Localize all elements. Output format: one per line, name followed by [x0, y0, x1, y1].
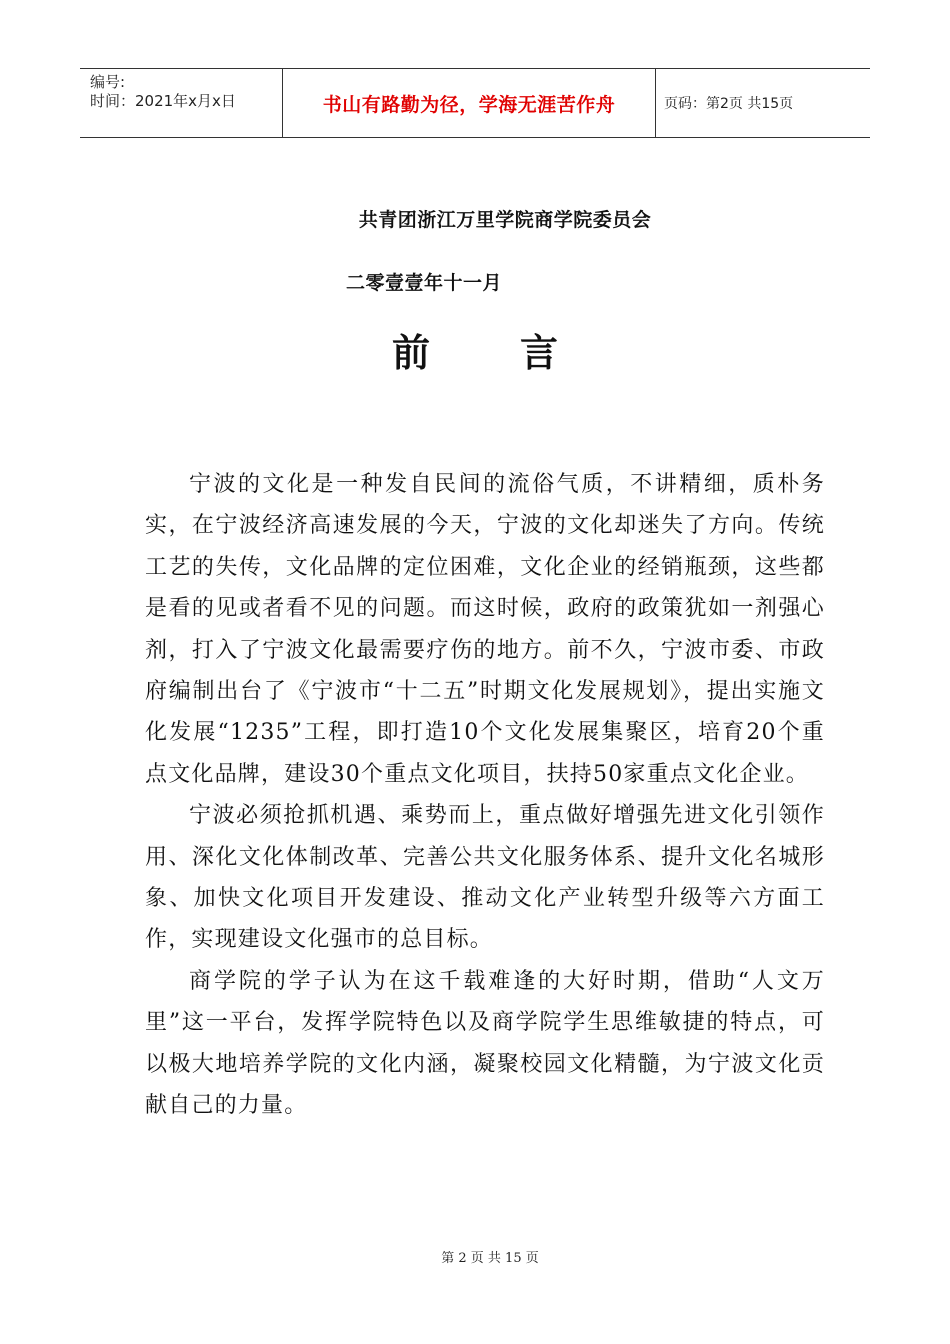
paragraph: 宁波的文化是一种发自民间的流俗气质，不讲精细，质朴务实，在宁波经济高速发展的今天，宁波的文化却迷失了方向。传统工艺的失传，文化品牌的定位困难，文化企业的经销瓶颈，这些都是看的见或者看不见的问题。而这时候，政府的政策犹如一剂强心剂，打入了宁波文化最需要疗伤的地方。前不久，宁波市委、市政府编制出台了《宁波市“十二五”时期文化发展规划》，提出实施文化发展“1235”工程，即打造10个文化发展集聚区，培育20个重点文化品牌，建设30个重点文化项目，扶持50家重点文化企业。: [145, 472, 825, 787]
body-text: [145, 464, 825, 1127]
document-header: [80, 68, 870, 138]
paragraph: 宁波必须抢抓机遇、乘势而上，重点做好增强先进文化引领作用、深化文化体制改革、完善公共文化服务体系、提升文化名城形象、加快文化项目开发建设、推动文化产业转型升级等六方面工作，实现建设文化强市的总目标。: [145, 803, 825, 953]
document-date: 二零壹壹年十一月: [346, 272, 503, 294]
header-meta: [80, 69, 282, 137]
organization-name: 共青团浙江万里学院商学院委员会: [358, 209, 652, 231]
header-page-code: 页码：第2页 共15页: [664, 96, 794, 112]
header-motto: 书山有路勤为径，学海无涯苦作舟: [282, 69, 656, 137]
document-number-label: 编号:: [90, 73, 126, 91]
document-time-label: 时间：2021年x月x日: [90, 92, 236, 110]
page-footer: 第 2 页 共 15 页: [441, 1251, 539, 1266]
paragraph: 商学院的学子认为在这千载难逢的大好时期，借助“人文万里”这一平台，发挥学院特色以及商学院学生思维敏捷的特点，可以极大地培养学院的文化内涵，凝聚校园文化精髓，为宁波文化贡献自己的力量。: [145, 968, 825, 1119]
page-title: 前言: [391, 330, 648, 375]
